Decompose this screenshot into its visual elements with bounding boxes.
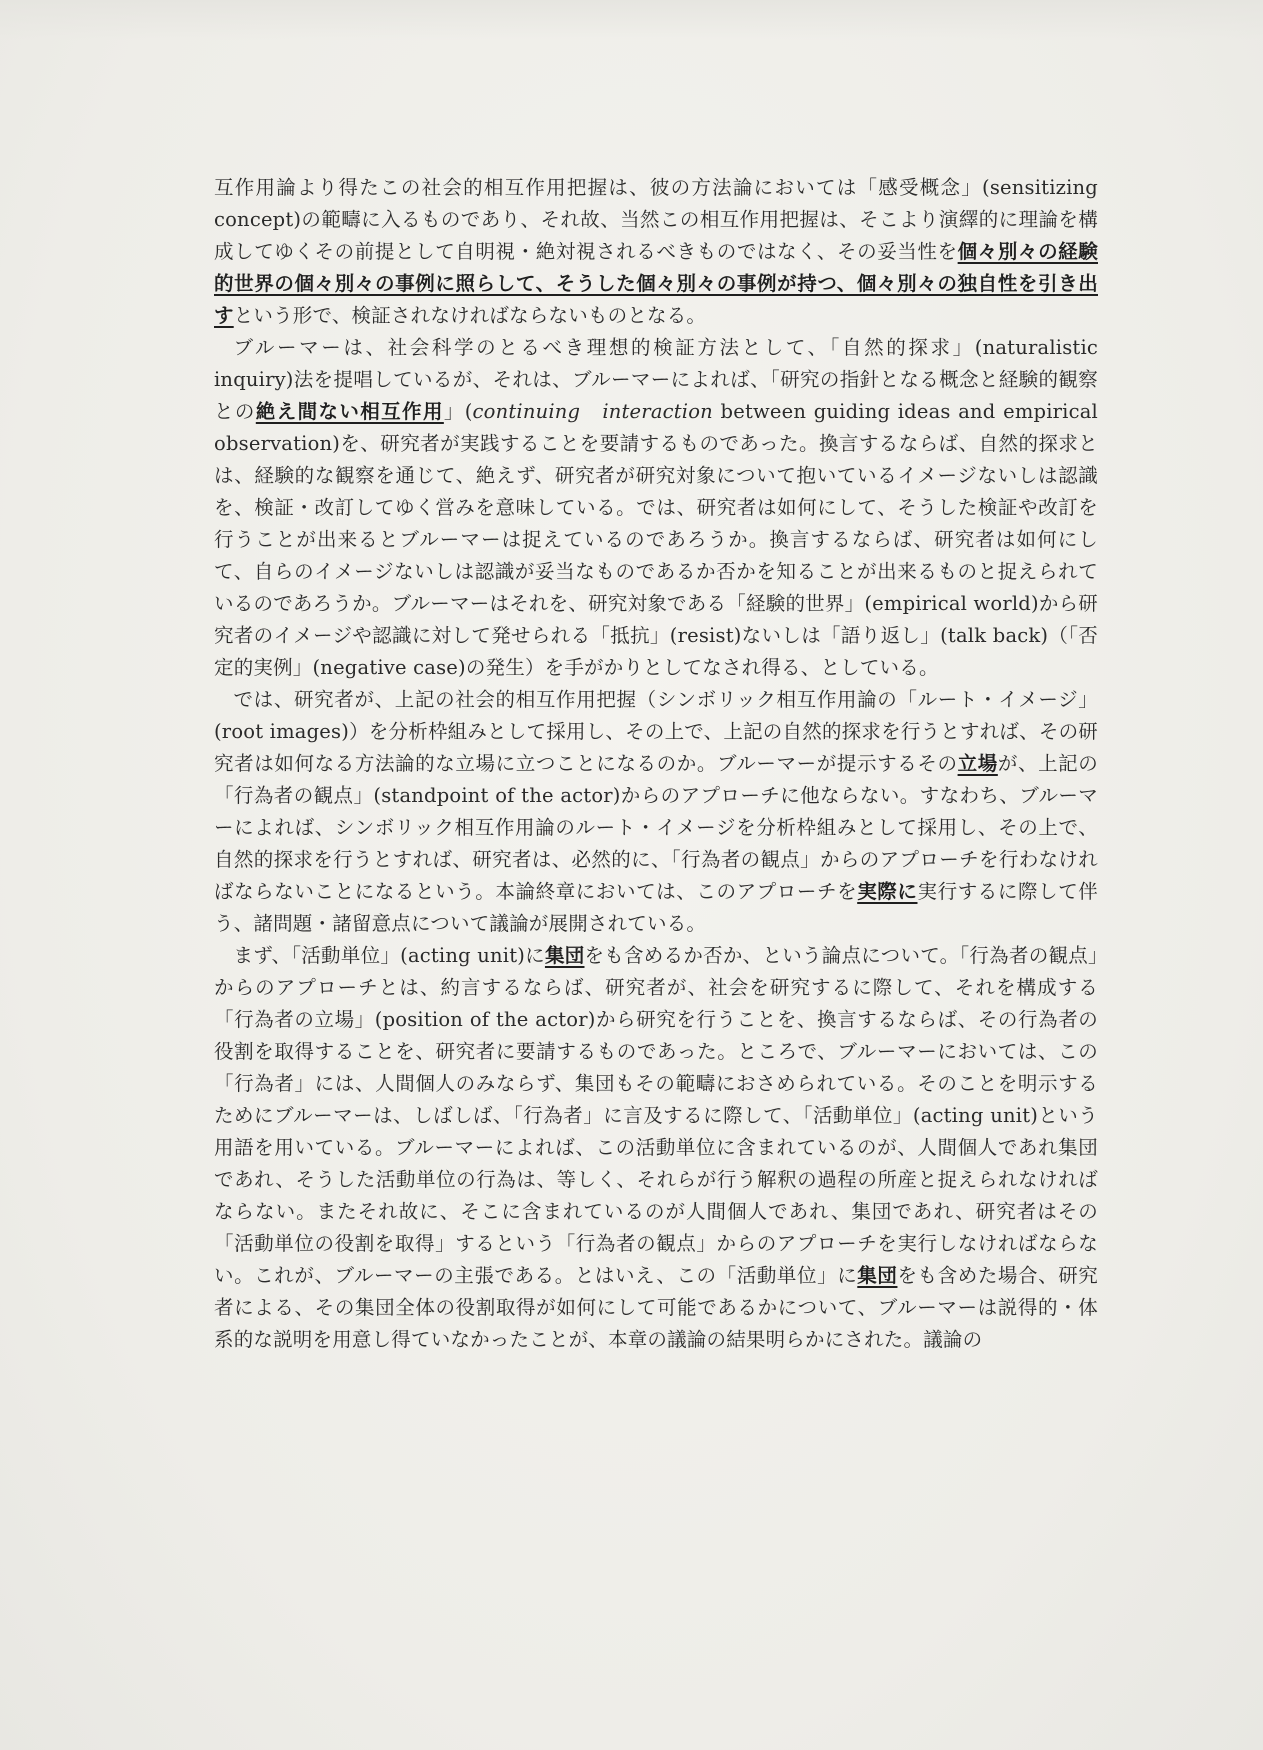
text-run: という形で、検証されなければならないものとなる。: [233, 304, 707, 327]
paragraph: [214, 940, 1098, 1356]
emphasis-italic: continuing interaction: [472, 400, 713, 423]
emphasis-underline: 個々別々の経験的世界の個々別々の事例に照らして、そうした個々別々の事例が持つ、個々別々の独自性を引き出す: [214, 240, 1098, 327]
text-run: まず、「活動単位」(acting unit)に: [233, 944, 545, 967]
text-run: が、上記の「行為者の観点」(standpoint of the actor)からのアプローチに他ならない。すなわち、ブルーマーによれば、シンボリック相互作用論のルート・イメージを分析枠組みとして採用し、その上で、自然的探求を行うとすれば、研究者は、必然的に、「行為者の観点」からのアプローチを行わなければならないことになるという。本論終章においては、このアプローチを: [214, 752, 1098, 903]
emphasis-underline: 実際に: [857, 880, 918, 903]
text-run: 実行するに際して伴う、諸問題・諸留意点について議論が展開されている。: [214, 880, 1098, 935]
text-run: では、研究者が、上記の社会的相互作用把握（シンボリック相互作用論の「ルート・イメージ」(root images)）を分析枠組みとして採用し、その上で、上記の自然的探求を行うとすれば、その研究者は如何なる方法論的な立場に立つことになるのか。ブルーマーが提示するその: [214, 688, 1098, 775]
emphasis-underline: 絶え間ない相互作用: [255, 400, 444, 423]
paragraph: [214, 332, 1098, 684]
emphasis-underline: 立場: [957, 752, 998, 775]
body-text: [214, 172, 1098, 1356]
paragraph: [214, 172, 1098, 332]
text-run: ブルーマーは、社会科学のとるべき理想的検証方法として、「自然的探求」(naturalistic inquiry)法を提唱しているが、それは、ブルーマーによれば、「研究の指針となる概念と経験的観察との: [214, 336, 1098, 423]
emphasis-underline: 集団: [857, 1264, 898, 1287]
text-run: between guiding ideas and empirical observation)を、研究者が実践することを要請するものであった。換言するならば、自然的探求とは、経験的な観察を通じて、絶えず、研究者が研究対象について抱いているイメージないしは認識を、検証・改訂してゆく営みを意味している。では、研究者は如何にして、そうした検証や改訂を行うことが出来るとブルーマーは捉えているのであろうか。換言するならば、研究者は如何にして、自らのイメージないしは認識が妥当なものであるか否かを知ることが出来るものと捉えられているのであろうか。ブルーマーはそれを、研究対象である「経験的世界」(empirical world)から研究者のイメージや認識に対して発せられる「抵抗」(resist)ないしは「語り返し」(talk back)（「否定的実例」(negative case)の発生）を手がかりとしてなされ得る、としている。: [214, 400, 1098, 679]
text-run: をも含めるか否か、という論点について。「行為者の観点」からのアプローチとは、約言するならば、研究者が、社会を研究するに際して、それを構成する「行為者の立場」(position of the actor)から研究を行うことを、換言するならば、その行為者の役割を取得することを、研究者に要請するものであった。ところで、ブルーマーにおいては、この「行為者」には、人間個人のみならず、集団もその範疇におさめられている。そのことを明示するためにブルーマーは、しばしば、「行為者」に言及するに際して、「活動単位」(acting unit)という用語を用いている。ブルーマーによれば、この活動単位に含まれているのが、人間個人であれ集団であれ、そうした活動単位の行為は、等しく、それらが行う解釈の過程の所産と捉えられなければならない。またそれ故に、そこに含まれているのが人間個人であれ、集団であれ、研究者はその「活動単位の役割を取得」するという「行為者の観点」からのアプローチを実行しなければならない。これが、ブルーマーの主張である。とはいえ、この「活動単位」に: [214, 944, 1098, 1287]
text-run: 互作用論より得たこの社会的相互作用把握は、彼の方法論においては「感受概念」(sensitizing concept)の範疇に入るものであり、それ故、当然この相互作用把握は、そこより演繹的に理論を構成してゆくその前提として自明視・絶対視されるべきものではなく、その妥当性を: [214, 176, 1098, 263]
text-run: をも含めた場合、研究者による、その集団全体の役割取得が如何にして可能であるかについて、ブルーマーは説得的・体系的な説明を用意し得ていなかったことが、本章の議論の結果明らかにされた。議論の: [214, 1264, 1098, 1351]
text-run: 」(: [443, 400, 473, 423]
paragraph: [214, 684, 1098, 940]
emphasis-underline: 集団: [544, 944, 585, 967]
scan-shadow: [0, 0, 1263, 40]
